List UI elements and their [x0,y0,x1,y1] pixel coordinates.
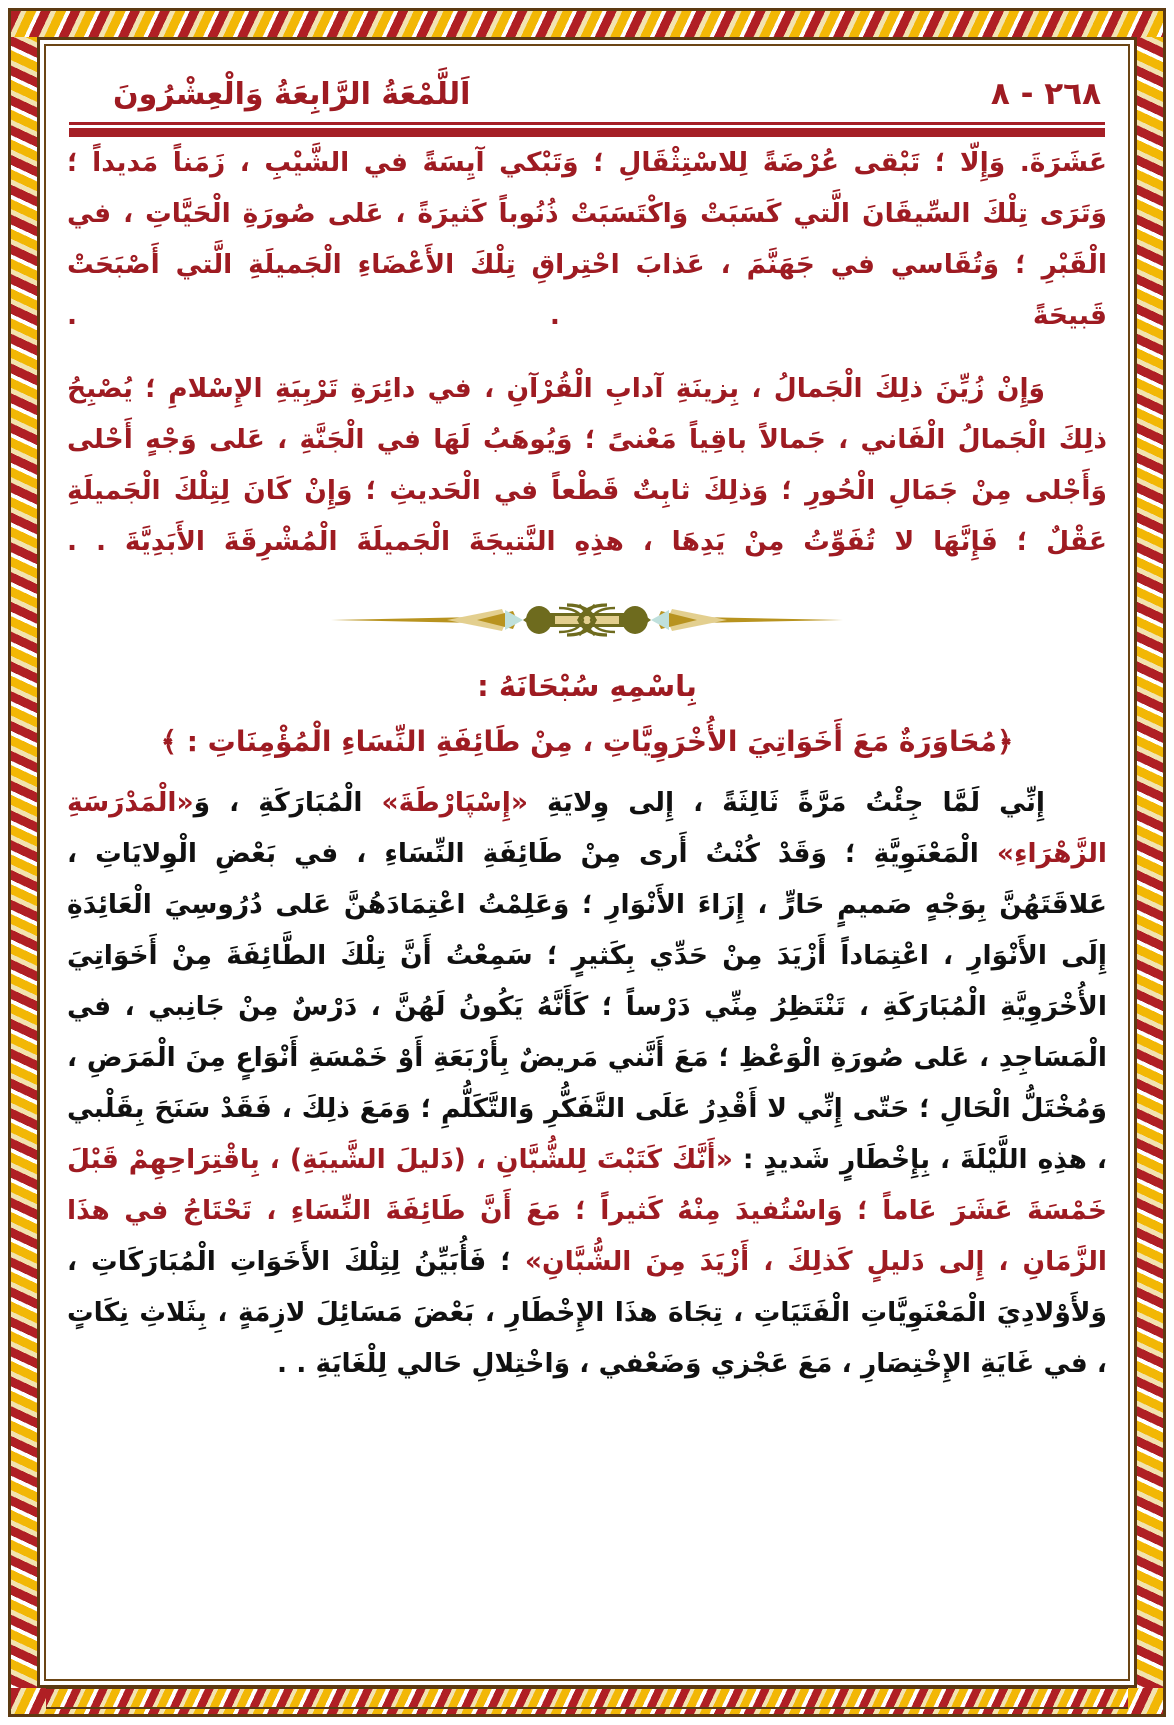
section-title: ﴿مُحَاوَرَةٌ مَعَ أَخَوَاتِيَ الأُخْرَوِيَّاتِ ، مِنْ طَائِفَةِ النِّسَاءِ الْمُؤْمِنَاتِ : ﴾ [160,725,1014,758]
sec-line-6: بِأَرْبَعَةِ أَوْ خَمْسَةِ أَنْوَاعٍ مِنَ الْمَرَضِ ، وَمُخْتَلُّ الْحَالِ ؛ حَتّى إِنِّي لا أَقْدِرُ عَلَى التَّفَكُّرِ وَالتَّكَلُّمِ ؛ [67,1042,1107,1124]
header-rule-thick [69,128,1105,137]
header-divider [69,122,1105,137]
p2-line-3: مِنْ جَمَالِ الْحُورِ ؛ وَذلِكَ ثابِتٌ قَطْعاً في الْحَديثِ ؛ وَإِنْ كَانَ لِتِلْكَ الْجَميلَةِ عَقْلٌ ؛ فَإِنَّهَا [67,475,1108,557]
sec-line-9b: تَحْتَاجُ في هذَا الزَّمَانِ ، إِلى دَليلٍ كَذلِكَ ، أَزْيَدَ مِنَ الشُّبَّانِ» [67,1195,1107,1277]
paragraph-2 [67,363,1107,567]
decorative-divider-ornament [327,597,847,643]
sec-line-3: حَارٍّ ، إِزَاءَ الأَنْوَارِ ؛ وَعَلِمْتُ اعْتِمَادَهُنَّ عَلى دُرُوسِيَ الْعَائِدَةِ إِلَى الأَنْوَارِ ، اعْتِمَاداً أَزْيَدَ مِنْ [67,889,1107,971]
sec-line-1a: إِنِّي لَمَّا جِئْتُ مَرَّةً ثَالِثَةً ، إِلى وِلايَةِ [527,787,1045,818]
header-rule-thin [69,122,1105,125]
section-paragraph [67,777,1107,1389]
sec-line-9c: ؛ فَأُبَيِّنُ لِتِلْكَ الأَخَوَاتِ [229,1246,525,1277]
sec-line-4: حَدِّي بِكَثيرٍ ؛ سَمِعْتُ أَنَّ تِلْكَ الطَّائِفَةَ مِنْ أَخَوَاتِيَ الأُخْرَوِيَّةِ الْمُبَارَكَةِ ، تَنْتَظِرُ مِنِّي دَرْساً ؛ [67,940,1107,1022]
p1-line-2: تِلْكَ السِّيقَانَ الَّتي كَسَبَتْ وَاكْتَسَبَتْ ذُنُوباً كَثيرَةً ، عَلى صُورَةِ الْحَيَّاتِ ، في الْقَبْرِ ؛ [67,198,1107,280]
p1-line-3: وَتُقَاسي في جَهَنَّمَ ، عَذابَ احْتِراقِ تِلْكَ الأَعْضَاءِ الْجَميلَةِ الَّتي أَصْبَحَتْ قَبيحَةً . . [67,249,1107,331]
page-content [55,52,1119,1652]
page-title: اَللَّمْعَةُ الرَّابِعَةُ وَالْعِشْرُونَ [113,77,471,112]
footer-ornament-strip [46,1687,1128,1709]
sec-line-1d: «الْمَدْرَسَةِ الزَّهْرَاءِ» [67,787,1107,869]
body-text [63,137,1111,567]
sec-line-7b: «أَنَّكَ كَتَبْتَ لِلشُّبَّانِ ، (دَليلَ [395,1144,733,1175]
sec-line-2: الْمَعْنَوِيَّةِ ؛ وَقَدْ كُنْتُ أَرى مِنْ طَائِفَةِ النِّسَاءِ ، في بَعْضِ الْوِلايَاتِ ، عَلاقَتَهُنَّ بِوَجْهٍ صَميمٍ [67,838,1107,920]
sec-line-11: بِثَلاثِ نِكَاتٍ ، في غَايَةِ الإِخْتِصَارِ ، مَعَ عَجْزي وَضَعْفي ، وَاخْتِلالِ حَالي لِلْغَايَةِ . . [67,1297,1107,1379]
sec-line-5: كَأَنَّهُ يَكُونُ لَهُنَّ ، دَرْسٌ مِنْ جَانِبي ، في الْمَسَاجِدِ ، عَلى صُورَةِ الْوَعْظِ ؛ مَعَ أَنَّني مَريضٌ [67,991,1107,1073]
sec-line-7a: وَمَعَ ذلِكَ ، فَقَدْ سَنَحَ بِقَلْبي ، هذِهِ اللَّيْلَةَ ، بِإِخْطَارٍ شَديدٍ : [67,1093,1107,1175]
section-body-text [63,777,1111,1389]
p1-line-1: عَشَرَةَ. وَإِلّا ؛ تَبْقى عُرْضَةً لِلاسْتِثْقَالِ ؛ وَتَبْكي آيِسَةً في الشَّيْبِ ، زَمَناً مَديداً ؛ وَتَرَى [67,147,1107,229]
sec-line-8b: الشَّيبَةِ) ، بِاقْتِرَاحِهِمْ قَبْلَ خَمْسَةَ عَشَرَ عَاماً ؛ وَاسْتُفيدَ مِنْهُ كَثيراً ؛ مَعَ أَنَّ طَائِفَةَ النِّسَاءِ ، [67,1144,1107,1226]
page-number: ٢٦٨ - ٨ [990,76,1101,112]
p2-line-2: ذلِكَ الْجَمالُ الْفَاني ، جَمالاً باقِياً مَعْنىً ؛ وَيُوهَبُ لَهَا في الْجَنَّةِ ، عَلى وَجْهٍ أَحْلى وَأَجْلى [67,424,1107,506]
p2-line-4: لا تُفَوِّتُ مِنْ يَدِهَا ، هذِهِ النَّتيجَةَ الْجَميلَةَ الْمُشْرِقَةَ الأَبَدِيَّةَ . . [67,526,915,557]
p2-line-1: وَإِنْ زُيِّنَ ذلِكَ الْجَمالُ ، بِزينَةِ آدابِ الْقُرْآنِ ، في دائِرَةِ تَرْبِيَةِ الإِسْلامِ ؛ يُصْبِحُ [67,373,1045,404]
basmala-heading: بِاسْمِهِ سُبْحَانَهُ : [477,669,697,703]
sec-line-1b: «إِسْپَارْطَةَ» [381,787,528,818]
sec-line-10: الْمُبَارَكَاتِ ، وَلأَوْلادِيَ الْمَعْنَوِيَّاتِ الْفَتَيَاتِ ، تِجَاهَ هذَا الإِخْطَارِ ، بَعْضَ مَسَائِلَ لازِمَةٍ ، [67,1246,1107,1328]
paragraph-1 [67,137,1107,341]
running-header [63,76,1111,112]
sec-line-1c: الْمُبَارَكَةِ ، وَ [193,787,382,818]
